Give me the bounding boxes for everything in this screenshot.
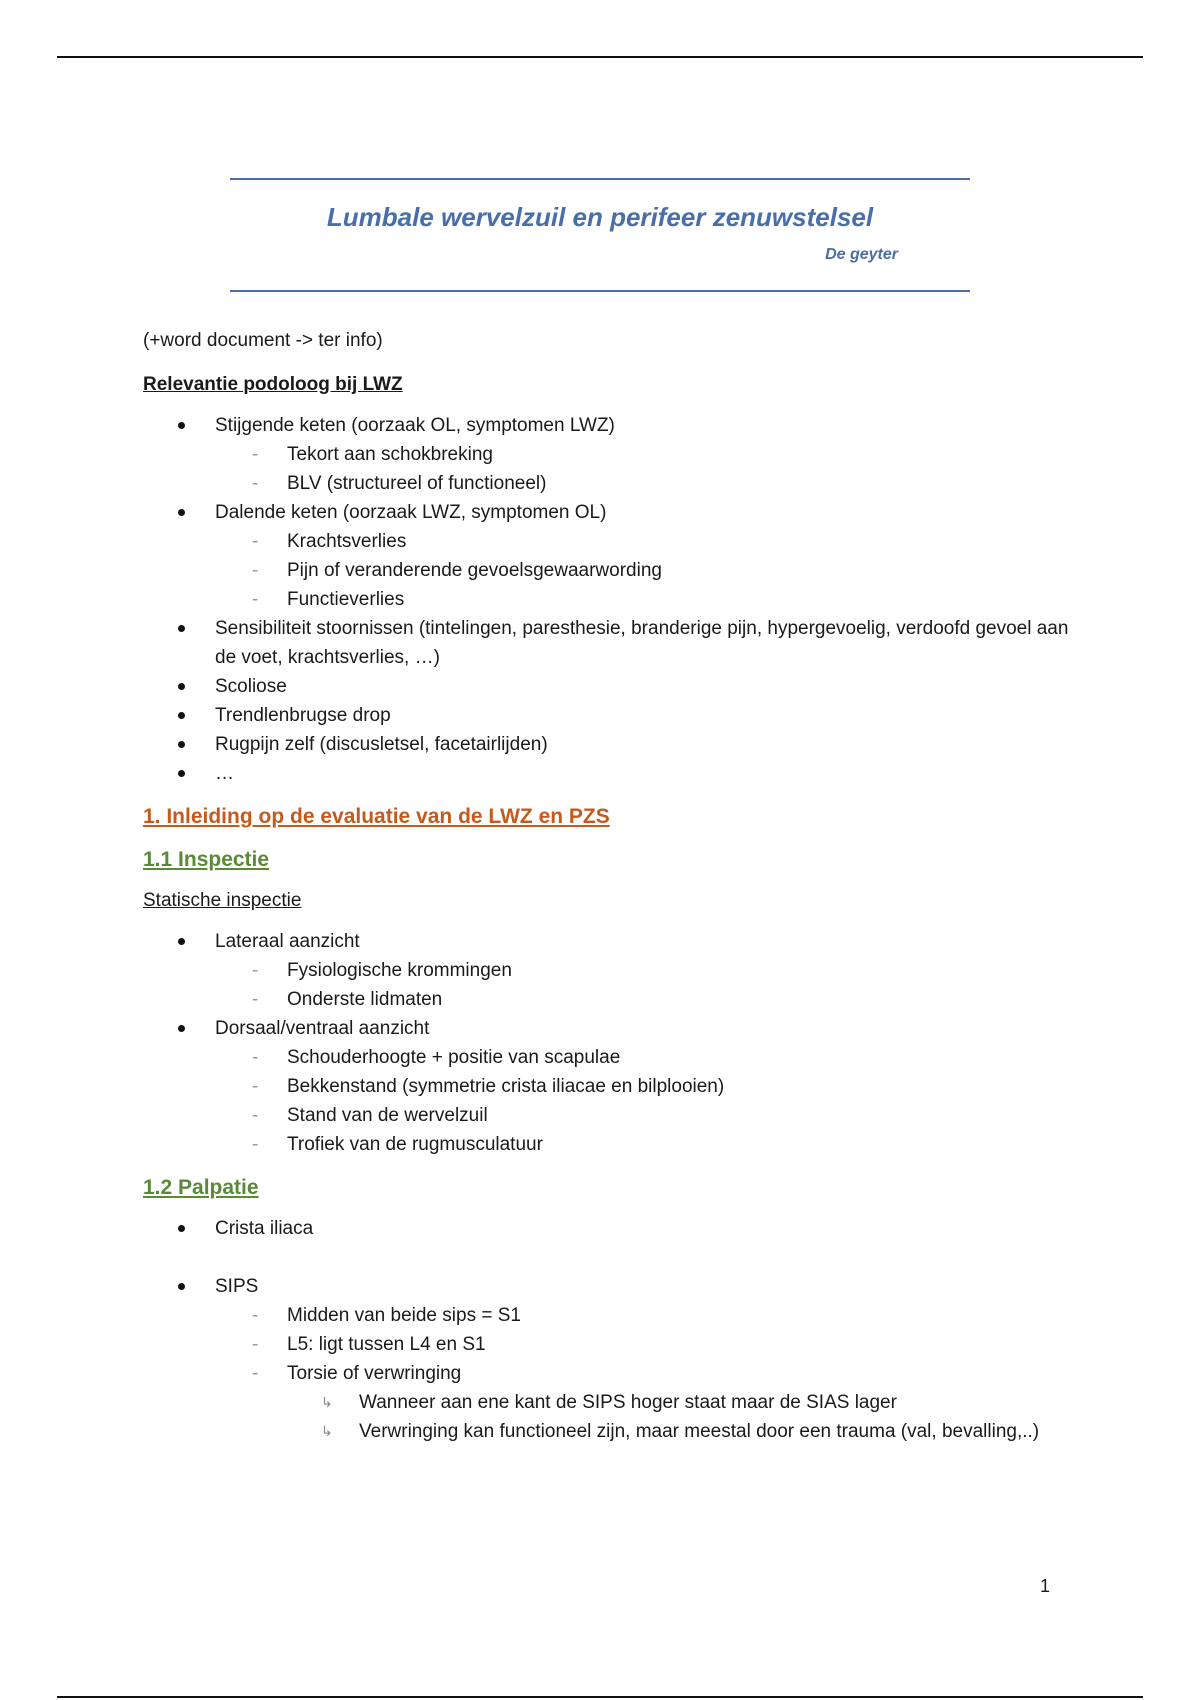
sub-list-item (215, 1072, 1073, 1101)
sub-sub-list (287, 1388, 1073, 1446)
list-item (143, 498, 1073, 614)
sub-list-item (215, 985, 1073, 1014)
sub-list-item-text: Tekort aan schokbreking (287, 444, 493, 465)
bullet-icon (178, 509, 185, 516)
sub-list-item-text: Midden van beide sips = S1 (287, 1305, 521, 1326)
section-1-1-heading: 1.1 Inspectie (143, 848, 270, 871)
sub-sub-list-item-text: Wanneer aan ene kant de SIPS hoger staat maar de SIAS lager (359, 1392, 897, 1413)
list-item (143, 1214, 1073, 1243)
section-1-heading: 1. Inleiding op de evaluatie van de LWZ en PZS (143, 805, 610, 828)
list-item-text: … (215, 763, 234, 784)
list-item (143, 759, 1073, 788)
page-number: 1 (1040, 1576, 1051, 1596)
sub-list-item (215, 1130, 1073, 1159)
relevance-heading: Relevantie podoloog bij LWZ (143, 374, 403, 395)
inspection-list (143, 927, 1073, 1159)
list-item-text: Stijgende keten (oorzaak OL, symptomen LWZ) (215, 415, 615, 436)
list-item (143, 672, 1073, 701)
sub-list-item-text: L5: ligt tussen L4 en S1 (287, 1334, 486, 1355)
sub-list-item (215, 527, 1073, 556)
sub-list-item-text: Krachtsverlies (287, 531, 407, 552)
bullet-icon (178, 741, 185, 748)
dash-icon: - (252, 531, 259, 552)
bullet-icon (178, 770, 185, 777)
sub-list-item (215, 1101, 1073, 1130)
sub-list-item-text: Schouderhoogte + positie van scapulae (287, 1047, 621, 1068)
list-item (143, 701, 1073, 730)
page-bottom-rule (57, 1696, 1143, 1698)
list-item (143, 1014, 1073, 1159)
list-spacer (143, 1243, 1073, 1272)
sub-list (215, 440, 1073, 498)
sub-list-item-text: Pijn of veranderende gevoelsgewaarwording (287, 560, 662, 581)
list-item-text: Dalende keten (oorzaak LWZ, symptomen OL) (215, 502, 607, 523)
sub-list-item (215, 956, 1073, 985)
list-item-text: Lateraal aanzicht (215, 931, 360, 952)
hook-arrow-icon: ↳ (321, 1394, 333, 1410)
sub-list-item-text: Functieverlies (287, 589, 405, 610)
dash-icon: - (252, 560, 259, 581)
sub-list-item (215, 1043, 1073, 1072)
document-author: De geyter (825, 246, 898, 263)
bullet-icon (178, 625, 185, 632)
list-item-text: Crista iliaca (215, 1218, 314, 1239)
sub-list-item-text: Bekkenstand (symmetrie crista iliacae en bilplooien) (287, 1076, 725, 1097)
dash-icon: - (252, 444, 259, 465)
list-item (143, 614, 1073, 672)
dash-icon: - (252, 1134, 259, 1155)
sub-list-item-text: Torsie of verwringing (287, 1363, 462, 1384)
title-block (230, 178, 970, 292)
bullet-icon (178, 1225, 185, 1232)
palpation-list (143, 1214, 1073, 1446)
list-item-text: Scoliose (215, 676, 287, 697)
sub-list-item (215, 1359, 1073, 1446)
dash-icon: - (252, 1047, 259, 1068)
sub-list-item (215, 556, 1073, 585)
sub-list-item-text: Onderste lidmaten (287, 989, 443, 1010)
list-item (143, 927, 1073, 1014)
section-1-2-heading: 1.2 Palpatie (143, 1176, 259, 1199)
sub-list-item (215, 440, 1073, 469)
sub-list-item (215, 469, 1073, 498)
sub-sub-list-item (287, 1388, 1073, 1417)
list-item-text: Sensibiliteit stoornissen (tintelingen, paresthesie, branderige pijn, hypergevoelig, verdoofd gevoel aan de voet, krachtsverlies, …) (215, 618, 1069, 668)
dash-icon: - (252, 1305, 259, 1326)
sub-list-item-text: Fysiologische krommingen (287, 960, 512, 981)
list-item (143, 411, 1073, 498)
sub-list-item (215, 1301, 1073, 1330)
sub-list-item (215, 1330, 1073, 1359)
list-item (143, 1272, 1073, 1446)
bullet-icon (178, 422, 185, 429)
list-item-text: Trendlenbrugse drop (215, 705, 391, 726)
sub-sub-list-item (287, 1417, 1073, 1446)
dash-icon: - (252, 1334, 259, 1355)
dash-icon: - (252, 1363, 259, 1384)
dash-icon: - (252, 1105, 259, 1126)
bullet-icon (178, 683, 185, 690)
intro-note: (+word document -> ter info) (143, 330, 383, 351)
dash-icon: - (252, 1076, 259, 1097)
sub-sub-list-item-text: Verwringing kan functioneel zijn, maar meestal door een trauma (val, bevalling,..) (359, 1421, 1040, 1442)
document-title: Lumbale wervelzuil en perifeer zenuwstelsel (326, 202, 874, 232)
bullet-icon (178, 1025, 185, 1032)
sub-list-item-text: BLV (structureel of functioneel) (287, 473, 547, 494)
dash-icon: - (252, 473, 259, 494)
bullet-icon (178, 712, 185, 719)
page-top-rule (57, 56, 1143, 58)
dash-icon: - (252, 589, 259, 610)
sub-list-item (215, 585, 1073, 614)
bullet-icon (178, 938, 185, 945)
list-item-text: SIPS (215, 1276, 259, 1297)
sub-list (215, 1301, 1073, 1446)
sub-list-item-text: Trofiek van de rugmusculatuur (287, 1134, 543, 1155)
bullet-icon (178, 1283, 185, 1290)
document-body (143, 326, 1073, 1460)
list-item (143, 730, 1073, 759)
static-inspection-heading: Statische inspectie (143, 890, 302, 911)
sub-list-item-text: Stand van de wervelzuil (287, 1105, 488, 1126)
dash-icon: - (252, 989, 259, 1010)
list-item-text: Dorsaal/ventraal aanzicht (215, 1018, 430, 1039)
sub-list (215, 527, 1073, 614)
sub-list (215, 1043, 1073, 1159)
dash-icon: - (252, 960, 259, 981)
sub-list (215, 956, 1073, 1014)
relevance-list (143, 411, 1073, 788)
hook-arrow-icon: ↳ (321, 1423, 333, 1439)
list-item-text: Rugpijn zelf (discusletsel, facetairlijden) (215, 734, 548, 755)
